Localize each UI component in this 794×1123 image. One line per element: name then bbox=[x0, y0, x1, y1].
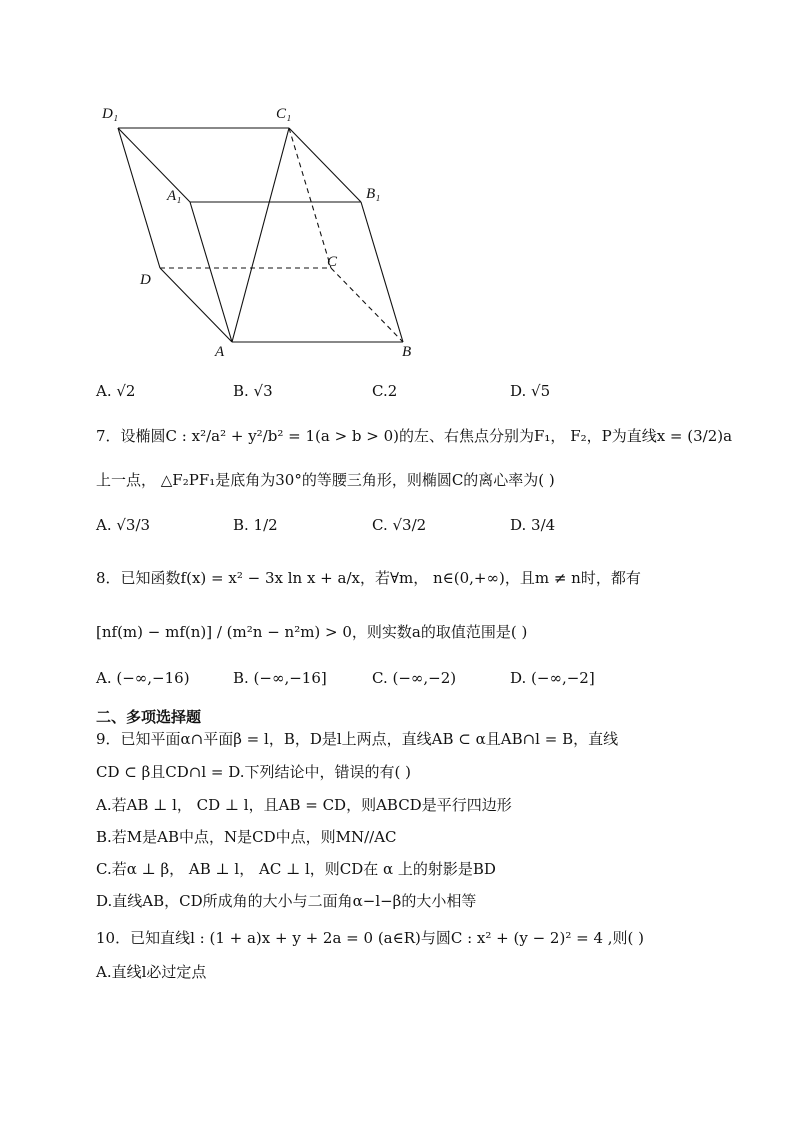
q10-stem-line1: 10．已知直线l : (1 + a)x + y + 2a = 0 (a∈R)与圆C : x² + (y − 2)² = 4 ,则( ) bbox=[96, 929, 644, 947]
q7-option-b: B. 1/2 bbox=[233, 516, 278, 534]
q8-option-c: C. (−∞,−2) bbox=[372, 669, 457, 687]
q7-stem-line2: 上一点， △F₂PF₁是底角为30°的等腰三角形，则椭圆C的离心率为( ) bbox=[96, 471, 555, 489]
q9-stem-line2: CD ⊂ β且CD∩l = D.下列结论中，错误的有( ) bbox=[96, 763, 411, 781]
q6-option-c: C.2 bbox=[372, 382, 398, 400]
label-a: A bbox=[215, 344, 225, 360]
q8-stem-line1: 8．已知函数f(x) = x² − 3x ln x + a/x，若∀m， n∈(0,+∞)，且m ≠ n时，都有 bbox=[96, 569, 641, 587]
q6-option-b: B. √3 bbox=[233, 382, 273, 400]
q8-option-d: D. (−∞,−2] bbox=[510, 669, 595, 687]
q10-option-a: A.直线l必过定点 bbox=[96, 963, 207, 981]
label-c: C bbox=[327, 254, 338, 270]
q9-option-d: D.直线AB，CD所成角的大小与二面角α−l−β的大小相等 bbox=[96, 892, 477, 910]
q6-option-a: A. √2 bbox=[96, 382, 136, 400]
q9-option-b: B.若M是AB中点，N是CD中点，则MN//AC bbox=[96, 828, 397, 846]
label-b: B bbox=[402, 344, 412, 360]
q8-stem-line2: [nf(m) − mf(n)] / (m²n − n²m) > 0，则实数a的取值范围是( ) bbox=[96, 623, 528, 641]
q9-option-a: A.若AB ⊥ l， CD ⊥ l，且AB = CD，则ABCD是平行四边形 bbox=[96, 796, 512, 814]
edge-c1-a bbox=[232, 128, 289, 342]
q6-option-d: D. √5 bbox=[510, 382, 551, 400]
section-2-title: 二、多项选择题 bbox=[96, 708, 202, 726]
parallelepiped-figure bbox=[0, 0, 794, 380]
q9-stem-line1: 9．已知平面α∩平面β = l，B，D是l上两点，直线AB ⊂ α且AB∩l = B，直线 bbox=[96, 730, 619, 748]
label-d1: D₁ bbox=[102, 106, 119, 122]
q8-option-b: B. (−∞,−16] bbox=[233, 669, 327, 687]
q8-option-a: A. (−∞,−16) bbox=[96, 669, 190, 687]
label-c1: C₁ bbox=[276, 106, 292, 122]
q7-stem-line1: 7．设椭圆C : x²/a² + y²/b² = 1(a > b > 0)的左、右焦点分别为F₁， F₂，P为直线x = (3/2)a bbox=[96, 427, 733, 445]
label-a1: A₁ bbox=[167, 188, 182, 204]
q7-option-c: C. √3/2 bbox=[372, 516, 427, 534]
label-b1: B₁ bbox=[366, 186, 381, 202]
q7-option-a: A. √3/3 bbox=[96, 516, 151, 534]
q9-option-c: C.若α ⊥ β， AB ⊥ l， AC ⊥ l，则CD在 α 上的射影是BD bbox=[96, 860, 496, 878]
label-d: D bbox=[140, 272, 151, 288]
q7-option-d: D. 3/4 bbox=[510, 516, 556, 534]
